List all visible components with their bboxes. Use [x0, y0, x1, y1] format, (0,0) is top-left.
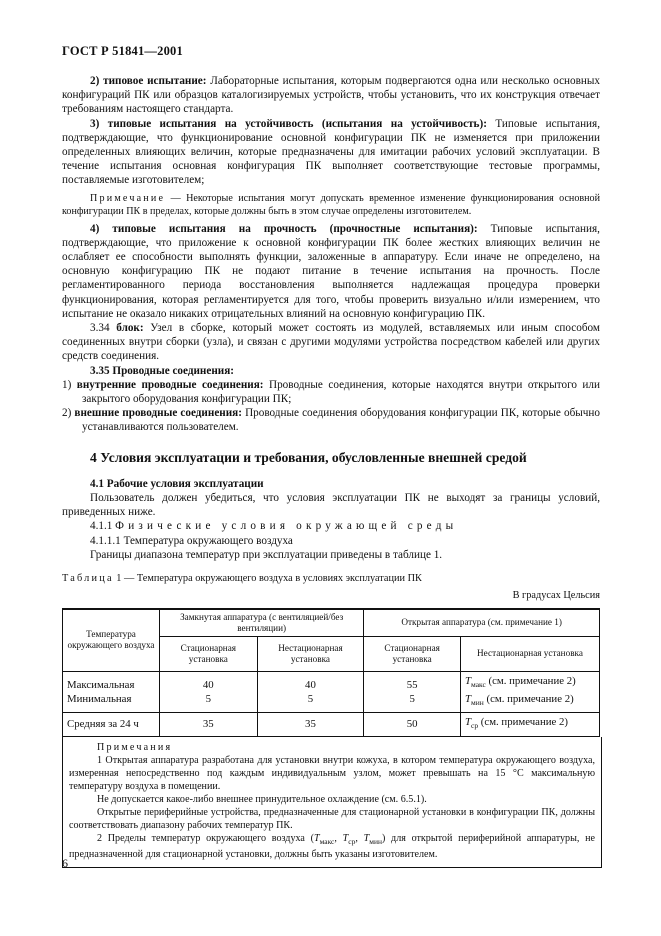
subheader-nonstationary-open: Нестационарная установка [461, 636, 600, 671]
symbol: T [363, 832, 370, 844]
table-notes [62, 737, 602, 868]
cell-value: 35 [160, 713, 258, 736]
table-note-1c: Открытые периферийные устройства, предназначенные для стационарной установки в конфигурации ПК, должны соответствовать диапазону рабочих температур ПК. [69, 806, 595, 831]
table-header-row [63, 609, 600, 637]
cell-value: (см. примечание 2) [483, 692, 574, 705]
subsection-4-1-1-1-text: Границы диапазона температур при эксплуатации приведены в таблице 1. [90, 548, 443, 561]
item-stability-test [62, 117, 600, 188]
clause-title: Физические условия окружающей среды [115, 520, 458, 533]
term: 2) типовое испытание: [90, 75, 207, 87]
definition: Узел в сборке, который может состоять из модулей, вставляемых или иным способом соединенных внутри сборки (узла), и связан с другими модулями устройства посредством кабелей или других средств соединения. [62, 322, 601, 363]
note-text: — Некоторые испытания могут допускать временное изменение функционирования основной конфигурации ПК в пределах, которые должны быть в этом случае определены изготовителем. [62, 192, 600, 217]
clause-3-35-heading: 3.35 Проводные соединения: [90, 364, 235, 377]
header-open-equipment: Открытая аппаратура (см. примечание 1) [364, 609, 600, 637]
symbol: T [342, 832, 349, 844]
cell-value: (см. примечание 2) [485, 674, 576, 687]
section-4-heading: 4 Условия эксплуатации и требования, обусловленные внешней средой [90, 449, 527, 465]
page-number: 6 [62, 856, 68, 870]
document-header: ГОСТ Р 51841—2001 [62, 44, 183, 58]
cell-value: 55 [406, 678, 418, 691]
item-type-test [62, 74, 600, 117]
table-note-1b: Не допускается какое-либо внешнее принудительное охлаждение (см. 6.5.1). [97, 793, 427, 805]
definition: Проводные соединения, которые находятся внутри открытого или закрытого оборудования конфигурации ПК; [82, 378, 600, 406]
note-label: Примечание [90, 192, 166, 204]
row-label-max: Максимальная [67, 678, 135, 691]
table-row [63, 671, 600, 713]
term: внутренние проводные соединения: [76, 378, 264, 391]
temperature-table [62, 608, 600, 737]
separator: , [355, 832, 364, 844]
symbol-subscript: макс [471, 679, 486, 689]
subheader-stationary-open: Стационарная установка [364, 636, 461, 671]
row-label-max-min [63, 671, 160, 713]
page-body [62, 74, 600, 868]
clause-number: 3.34 [90, 322, 117, 335]
table-caption-text: 1 — Температура окружающего воздуха в условиях эксплуатации ПК [113, 573, 422, 585]
cell-closed-nonstationary [257, 671, 364, 713]
term: блок: [116, 322, 144, 335]
symbol-subscript: мин [369, 836, 382, 846]
symbol-subscript: мин [471, 698, 484, 708]
separator: , [334, 832, 343, 844]
table-caption [62, 572, 600, 586]
subsection-4-1-1-1-heading: 4.1.1.1 Температура окружающего воздуха [90, 534, 293, 547]
symbol-subscript: ср [348, 836, 356, 846]
cell-value: 5 [205, 692, 211, 705]
cell-open-nonstationary-avg [461, 713, 600, 736]
note-text: ) для открытой периферийной аппаратуры, не предназначенной для стационарной установки, должны быть указаны изготовителем. [69, 832, 595, 860]
symbol-subscript: ср [471, 721, 479, 731]
subsection-4-1-heading: 4.1 Рабочие условия эксплуатации [90, 477, 264, 490]
cell-value: 50 [364, 713, 461, 736]
term: 3) типовые испытания на устойчивость (испытания на устойчивость): [90, 117, 487, 130]
subsection-4-1-1-heading [62, 519, 600, 533]
table-row [63, 713, 600, 736]
cell-value: 35 [257, 713, 364, 736]
list-item-internal-wiring [62, 378, 600, 406]
clause-number: 4.1.1 [90, 520, 116, 533]
list-number: 2) [62, 407, 75, 420]
symbol: T [465, 674, 472, 687]
clause-3-34 [62, 321, 600, 364]
definition: Проводные соединения оборудования конфигурации ПК, которые обычно устанавливаются пользователем. [82, 407, 600, 434]
definition: Лабораторные испытания, которым подвергаются одна или несколько основных конфигураций ПК или образцов каталогизируемых устройств, чтобы установить, что их конструкция отвечает требованиям настоящего стандарта. [62, 75, 601, 116]
note-1 [62, 192, 600, 218]
cell-value: 5 [307, 692, 314, 705]
subheader-nonstationary: Нестационарная установка [257, 636, 364, 671]
symbol-subscript: макс [319, 836, 335, 846]
table-notes-label: Примечания [97, 741, 173, 753]
cell-open-stationary [364, 671, 461, 713]
term: внешние проводные соединения: [74, 407, 242, 420]
cell-value: 40 [202, 678, 214, 691]
header-temperature: Температура окружающего воздуха [63, 609, 160, 672]
table-note-2 [69, 832, 595, 861]
symbol: T [465, 716, 472, 729]
subsection-4-1-text: Пользователь должен убедиться, что условия эксплуатации ПК не выходят за границы условий, приведенных ниже. [62, 492, 600, 519]
cell-value: (см. примечание 2) [478, 716, 569, 729]
definition: Типовые испытания, подтверждающие, что приложение к основной конфигурации ПК более жестких влияющих величин не ослабляет ее способности выполнять функции, заложенные в аппаратуру. Если иначе не определено, на основную конфигурацию ПК не подают питание в течение испытания на прочность. После регламентированного периода восстановления выполняется надлежащая процедура проверки функционирования, которая регламентируется для того, чтобы проверить визуально и/или измерением, что испытание не оказало никаких отрицательных влияний на основную конфигурацию ПК. [62, 222, 600, 320]
table-caption-label: Таблица [62, 573, 114, 585]
term: 4) типовые испытания на прочность (прочностные испытания): [90, 222, 478, 235]
table-units: В градусах Цельсия [512, 590, 600, 602]
row-label-avg: Средняя за 24 ч [63, 713, 160, 736]
row-label-min: Минимальная [67, 692, 132, 705]
list-number: 1) [62, 378, 77, 391]
cell-closed-stationary [160, 671, 258, 713]
cell-value: 40 [305, 678, 316, 691]
header-closed-equipment: Замкнутая аппаратура (с вентиляцией/без вентиляции) [160, 609, 364, 637]
subheader-stationary: Стационарная установка [160, 636, 258, 671]
item-strength-test [62, 222, 600, 321]
symbol: T [465, 692, 472, 705]
cell-value: 5 [409, 692, 415, 705]
symbol: T [313, 832, 320, 844]
note-text: 2 Пределы температур окружающего воздуха ( [97, 832, 314, 844]
definition: Типовые испытания, подтверждающие, что функционирование основной конфигурации ПК не изменяется при приложении определенных влияющих величин, которые предназначены для имитации рабочих условий эксплуатации. В течение испытания основная конфигурация ПК выполняет соответствующие тестовые программы, поставляемые изготовителем; [62, 117, 600, 187]
table-note-1: 1 Открытая аппаратура разработана для установки внутри кожуха, в котором температура окружающего воздуха, измеренная непосредственно под каждым индивидуальным узлом, может превышать на 15 °С максимальную температуру воздуха в помещении. [69, 754, 595, 792]
cell-open-nonstationary [461, 671, 600, 713]
list-item-external-wiring [62, 406, 600, 434]
